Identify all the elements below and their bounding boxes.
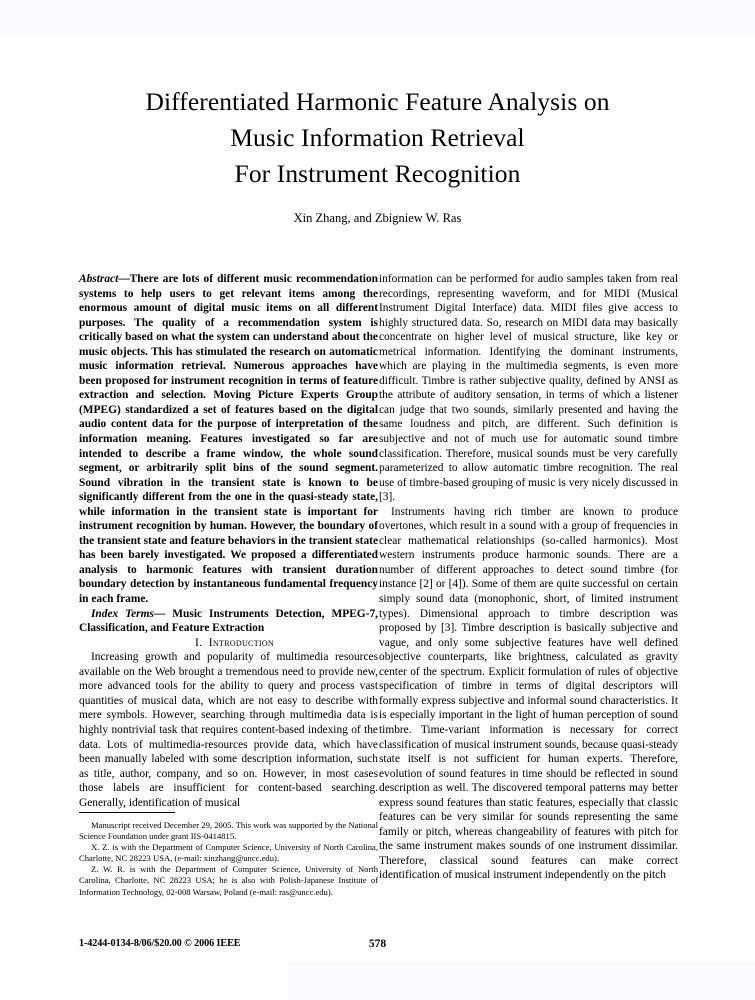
body-paragraph: information can be performed for audio samples taken from real recordings, representing waveform, and for MIDI (Musical Instrument Digital Interface) data. MIDI files give access to highly structured data. So, research on MIDI data may basically concentrate on higher level of musical structure, like key or metrical information. Identifying the dominant instruments, which are playing in the multimedia segments, is even more difficult. Timbre is rather subjective quality, defined by ANSI as the attribute of auditory sensation, in terms of which a listener can judge that two sounds, similarly presented and having the same loudness and pitch, are different. Such definition is subjective and not of much use for automatic sound timbre classification. Therefore, musical sounds must be very carefully parameterized to allow automatic timbre recognition. The real use of timbre-based grouping of music is very nicely discussed in [3].	[379, 273, 678, 504]
right-column	[379, 272, 678, 883]
index-terms-dash: —	[153, 607, 173, 620]
left-column	[79, 272, 378, 810]
footnote-item: Z. W. R. is with the Department of Computer Science, University of North Carolina, Charlotte, NC 28223 USA; he is also with Polish-Japanese Institute of Information Technology, 02-008 Warsaw, Poland (e-mail: ras@uncc.edu).	[79, 864, 378, 897]
abstract-label: Abstract	[79, 273, 119, 285]
abstract-paragraph	[79, 272, 378, 607]
footnote-block	[79, 812, 378, 898]
footnote-item: X. Z. is with the Department of Computer Science, University of North Carolina, Charlotte, NC 28223 USA, (e-mail: xinzhang@uncc.edu).	[79, 842, 378, 864]
title-line-2: Music Information Retrieval	[230, 123, 525, 152]
index-terms-label: Index Terms	[91, 607, 154, 620]
body-paragraph: Increasing growth and popularity of multimedia resources available on the Web brought a tremendous need to provide new, more advanced tools for the ability to query and process vast quantities of musical data, which are not easy to describe with mere symbols. However, searching through multimedia data is highly nontrivial task that requires content-based indexing of the data. Lots of multimedia-resources provide data, which have been manually labeled with some description information, such as title, author, company, and so on. However, in most cases those labels are insufficient for content-based searching. Generally, identification of musical	[79, 651, 378, 809]
footnote-rule	[79, 812, 175, 813]
title-line-3: For Instrument Recognition	[234, 159, 521, 188]
section-numeral: I.	[195, 635, 203, 649]
body-paragraph: Instruments having rich timber are known to produce overtones, which result in a sound with a group of frequencies in clear mathematical relationships (so-called harmonics). Most western instruments produce harmonic sounds. There are a number of different approaches to detect sound timbre (for instance [2] or [4]). Some of them are quite successful on certain simply sound data (monophonic, short, of limited instrument types). Dimensional approach to timbre description was proposed by [3]. Timbre description is basically subjective and vague, and only some subjective features have well defined objective counterparts, like brightness, calculated as gravity center of the spectrum. Explicit formulation of rules of objective specification of timbre in terms of digital descriptors will formally express subjective and informal sound characteristics. It is especially important in the light of human perception of sound timbre. Time-variant information is necessary for correct classification of musical instrument sounds, because quasi-steady state itself is not sufficient for human experts. Therefore, evolution of sound features in time should be reflected in sound description as well. The discovered temporal patterns may better express sound features than static features, especially that classic features can be very similar for sounds representing the same family or pitch, whereas changeability of features with pitch for the same instrument makes sounds of one instrument dissimilar. Therefore, classical sound features can make correct identification of musical instrument independently on the pitch	[379, 505, 678, 882]
section-title: Introduction	[208, 635, 274, 649]
footnote-item: Manuscript received December 29, 2005. This work was supported by the National Science Foundation under grant IIS-0414815.	[79, 820, 378, 842]
scan-tint-top	[0, 0, 755, 36]
index-terms-paragraph	[79, 607, 378, 636]
copyright-line: 1-4244-0134-8/06/$20.00 © 2006 IEEE	[79, 938, 241, 949]
section-heading-introduction	[79, 636, 378, 651]
page-number: 578	[368, 938, 387, 950]
author-list: Xin Zhang, and Zbigniew W. Ras	[293, 211, 462, 225]
title-line-1: Differentiated Harmonic Feature Analysis on	[145, 87, 610, 116]
paper-title	[0, 84, 755, 192]
abstract-dash: —	[118, 273, 130, 285]
scan-tint-bottom	[288, 962, 755, 1000]
index-terms-body: Music Instruments Detection, MPEG-7, Classification, and Feature Extraction	[79, 607, 379, 635]
abstract-body: There are lots of different music recommendation systems to help users to get relevant items among the enormous amount of digital music items on all different purposes. The quality of a recommendation system is critically based on what the system can understand about the music objects. This has stimulated the research on automatic music information retrieval. Numerous approaches have been proposed for instrument recognition in terms of feature extraction and selection. Moving Picture Experts Group (MPEG) standardized a set of features based on the digital audio content data for the purpose of interpretation of the information meaning. Features investigated so far are intended to describe a frame window, the whole sound segment, or arbitrarily split bins of the sound segment. Sound vibration in the transient state is known to be significantly different from the one in the quasi-steady state, while information in the transient state is important for instrument recognition by human. However, the boundary of the transient state and feature behaviors in the transient state has been barely investigated. We proposed a differentiated analysis to harmonic features with transient duration boundary detection by instantaneous fundamental frequency in each frame.	[79, 273, 378, 606]
